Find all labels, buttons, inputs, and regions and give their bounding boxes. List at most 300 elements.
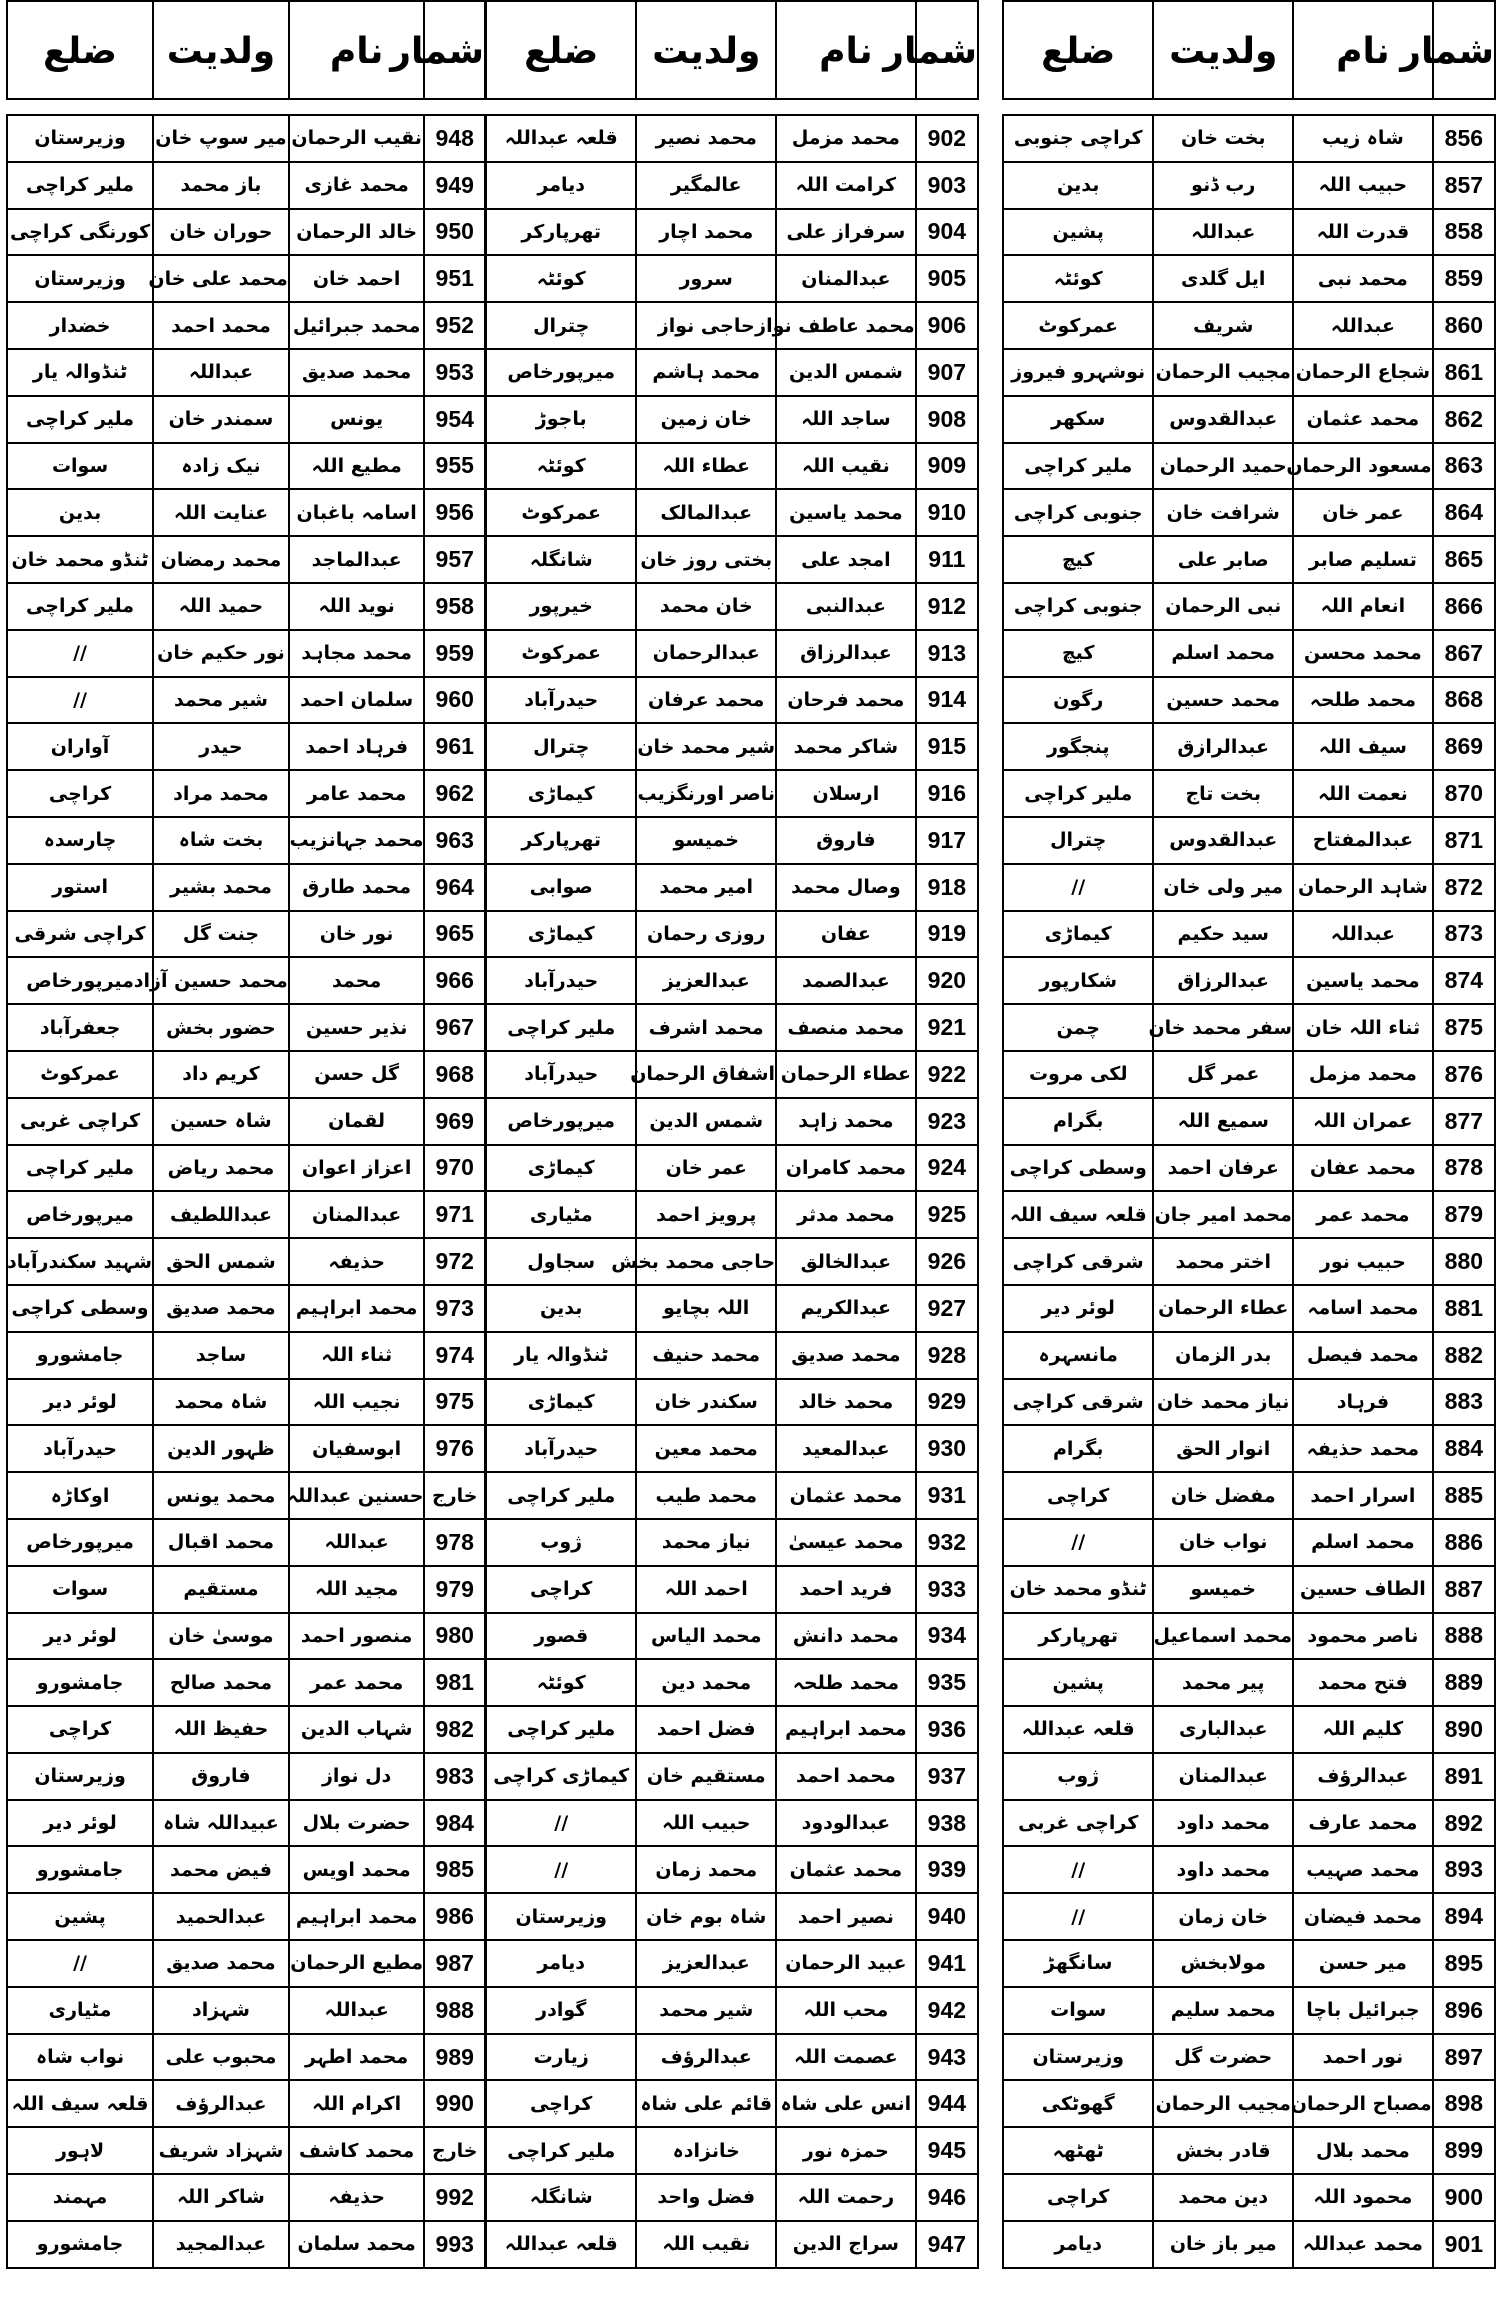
district-cell <box>7 2221 153 2268</box>
name-cell-text: عبداللہ <box>1330 922 1395 945</box>
serial-cell-text: خارج <box>432 2139 478 2162</box>
father-cell-text: عبدالمجید <box>175 2233 267 2256</box>
table-row <box>486 1893 978 1940</box>
district-cell <box>7 1706 153 1753</box>
district-cell <box>7 911 153 958</box>
father-cell-text: میر ولی خان <box>1163 876 1284 899</box>
serial-cell-text: 862 <box>1444 405 1484 432</box>
name-cell-text: محمد عفان <box>1309 1156 1416 1179</box>
father-cell <box>1153 911 1293 958</box>
father-cell <box>636 817 776 864</box>
name-cell <box>1293 1753 1433 1800</box>
district-cell-text: چترال <box>1050 829 1107 852</box>
table-row <box>1003 1379 1495 1426</box>
table-row <box>7 1472 485 1519</box>
table-row <box>486 1191 978 1238</box>
father-cell <box>153 1285 289 1332</box>
district-cell <box>486 162 636 209</box>
table-row <box>7 1893 485 1940</box>
name-cell-text: محمد طارق <box>302 876 411 899</box>
father-cell <box>153 1004 289 1051</box>
header-row <box>7 1 485 99</box>
district-cell <box>1003 1238 1153 1285</box>
name-cell <box>1293 1332 1433 1379</box>
father-cell <box>1153 2127 1293 2174</box>
spacer-cell <box>7 99 153 115</box>
table-row <box>7 489 485 536</box>
district-cell <box>7 209 153 256</box>
name-cell <box>776 1800 916 1847</box>
serial-cell-text: 943 <box>927 2043 967 2070</box>
table-row <box>7 1753 485 1800</box>
serial-cell-text: 933 <box>927 1575 967 1602</box>
name-cell-text: محمد غازی <box>304 174 409 197</box>
name-cell <box>776 1566 916 1613</box>
serial-cell-text: 950 <box>435 218 474 245</box>
name-cell <box>289 1332 425 1379</box>
serial-cell-text: 963 <box>435 826 474 853</box>
name-cell <box>289 817 425 864</box>
father-cell <box>636 1706 776 1753</box>
serial-cell-text: 954 <box>435 405 474 432</box>
father-cell <box>636 957 776 1004</box>
name-cell <box>289 536 425 583</box>
father-cell-text: باز محمد <box>180 174 262 197</box>
serial-cell-text: 984 <box>435 1809 474 1836</box>
district-cell-text: جعفرآباد <box>39 1016 121 1039</box>
serial-cell-text: 962 <box>435 780 474 807</box>
name-cell-text: رحمت اللہ <box>797 2186 895 2209</box>
name-cell-text: محمد عارف <box>1308 1812 1418 1835</box>
father-cell <box>153 536 289 583</box>
district-cell-text: کراچی شرقی <box>14 922 146 945</box>
district-cell <box>7 1753 153 1800</box>
table-row <box>7 1238 485 1285</box>
roster-table-1 <box>1002 0 1496 2269</box>
father-cell <box>153 1940 289 1987</box>
name-cell <box>776 864 916 911</box>
name-cell <box>1293 957 1433 1004</box>
father-cell-text: خان زمین <box>660 408 752 431</box>
father-cell-text: دین محمد <box>1178 2186 1269 2209</box>
name-cell-text: عمر خان <box>1322 501 1404 524</box>
district-cell-text: کیماڑی <box>527 1390 595 1413</box>
name-cell <box>289 2034 425 2081</box>
name-cell <box>1293 255 1433 302</box>
father-cell <box>636 443 776 490</box>
serial-cell-text: 941 <box>927 1949 967 1976</box>
father-cell-text: خانزادہ <box>672 2139 740 2162</box>
name-cell <box>776 443 916 490</box>
father-cell <box>636 2080 776 2127</box>
name-cell <box>289 1613 425 1660</box>
district-cell <box>1003 1753 1153 1800</box>
name-cell <box>289 1659 425 1706</box>
father-cell-text: احمد اللہ <box>664 1578 748 1601</box>
table-row <box>486 723 978 770</box>
header-serial <box>390 1 485 99</box>
serial-cell <box>916 1472 978 1519</box>
name-cell-text: حضرت بلال <box>302 1812 411 1835</box>
serial-cell <box>916 1846 978 1893</box>
father-cell <box>1153 489 1293 536</box>
serial-cell <box>424 443 485 490</box>
spacer-cell <box>289 99 425 115</box>
district-cell-text: میرپورخاص <box>507 1110 616 1133</box>
father-cell-text: روزی رحمان <box>647 922 766 945</box>
name-cell-text: محمد فیضان <box>1303 1905 1422 1928</box>
district-cell-text: ملیر کراچی <box>507 1718 616 1741</box>
roster-table-3 <box>6 0 486 2269</box>
serial-cell-text: 929 <box>927 1388 967 1415</box>
father-cell-text: عبداللہ <box>188 361 254 384</box>
name-cell-text: عبدالماجد <box>311 548 402 571</box>
district-cell <box>7 957 153 1004</box>
father-cell-text: شاہ محمد <box>174 1390 268 1413</box>
father-cell-text: بخت شاہ <box>178 829 264 852</box>
district-cell <box>7 1332 153 1379</box>
district-cell <box>486 1145 636 1192</box>
district-cell <box>7 2080 153 2127</box>
name-cell <box>1293 536 1433 583</box>
name-cell-text: محمد کامران <box>785 1156 907 1179</box>
father-cell <box>153 2034 289 2081</box>
serial-cell-text: 946 <box>927 2183 967 2210</box>
table-row <box>486 396 978 443</box>
name-cell-text: عمران اللہ <box>1313 1110 1413 1133</box>
father-cell-text: محمد نصیر <box>655 127 757 150</box>
serial-cell <box>916 209 978 256</box>
name-cell-text: عبدالمعید <box>802 1437 890 1460</box>
name-cell <box>1293 1191 1433 1238</box>
serial-cell <box>1433 1332 1495 1379</box>
district-cell <box>7 2034 153 2081</box>
father-cell <box>636 1145 776 1192</box>
father-cell <box>1153 957 1293 1004</box>
serial-cell <box>916 443 978 490</box>
serial-cell-text: 903 <box>927 171 967 198</box>
name-cell-text: محمد بلال <box>1315 2139 1410 2162</box>
name-cell <box>289 443 425 490</box>
district-cell-text: لوئر دیر <box>43 1812 117 1835</box>
father-cell-text: ساجد <box>195 1344 247 1367</box>
table-row <box>1003 770 1495 817</box>
father-cell <box>1153 1706 1293 1753</box>
name-cell-text: محمد محسن <box>1304 642 1422 665</box>
name-cell-text: حذیفہ <box>328 1250 385 1273</box>
father-cell-text: محمد بشیر <box>170 876 272 899</box>
table-row <box>486 583 978 630</box>
table-row <box>1003 1940 1495 1987</box>
district-cell-text: اوکاڑہ <box>50 1484 110 1507</box>
district-cell <box>486 489 636 536</box>
table-row <box>1003 1098 1495 1145</box>
table-row <box>7 349 485 396</box>
header-name-text: نام <box>1336 31 1390 72</box>
table-row <box>7 1332 485 1379</box>
district-cell <box>1003 349 1153 396</box>
serial-cell <box>916 1051 978 1098</box>
district-cell <box>7 1098 153 1145</box>
district-cell <box>1003 1613 1153 1660</box>
father-cell-text: شہزاد <box>192 1999 250 2022</box>
district-cell-text: قلعہ عبداللہ <box>1021 1718 1135 1741</box>
header-row <box>486 1 978 99</box>
serial-cell-text: 863 <box>1444 452 1484 479</box>
name-cell-text: ارسلان <box>812 782 880 805</box>
father-cell <box>1153 302 1293 349</box>
name-cell <box>289 1987 425 2034</box>
serial-cell <box>1433 1940 1495 1987</box>
district-cell-text: ملیر کراچی <box>26 1156 135 1179</box>
serial-cell-text: 938 <box>927 1809 967 1836</box>
serial-cell-text: 884 <box>1444 1435 1484 1462</box>
serial-cell <box>916 1332 978 1379</box>
serial-cell-text: 992 <box>435 2183 474 2210</box>
district-cell-text: تھرپارکر <box>521 220 601 243</box>
father-cell-text: شیر محمد <box>659 1999 754 2022</box>
district-cell <box>1003 957 1153 1004</box>
father-cell <box>1153 2080 1293 2127</box>
father-cell <box>636 2174 776 2221</box>
name-cell <box>1293 2034 1433 2081</box>
father-cell <box>636 396 776 443</box>
district-cell-text: کراچی غربی <box>20 1110 141 1133</box>
district-cell <box>486 1893 636 1940</box>
district-cell <box>1003 2174 1153 2221</box>
name-cell-text: میر حسن <box>1318 1952 1407 1975</box>
serial-cell-text: 993 <box>435 2230 474 2257</box>
serial-cell-text: 955 <box>435 452 474 479</box>
father-cell <box>636 770 776 817</box>
district-cell <box>486 2127 636 2174</box>
district-cell-text: وزیرستان <box>515 1905 607 1928</box>
table-row <box>486 1332 978 1379</box>
father-cell-text: خمیسو <box>673 829 739 852</box>
name-cell <box>776 1191 916 1238</box>
father-cell-text: عبیداللہ شاہ <box>163 1812 279 1835</box>
name-cell-text: محمد جہانزیب <box>289 829 424 852</box>
table-row <box>1003 489 1495 536</box>
district-cell <box>1003 115 1153 162</box>
serial-cell-text: 879 <box>1444 1201 1484 1228</box>
serial-cell <box>1433 817 1495 864</box>
serial-cell-text: 960 <box>435 686 474 713</box>
table-row <box>1003 2174 1495 2221</box>
district-cell <box>1003 911 1153 958</box>
spacer-cell <box>153 99 289 115</box>
district-cell-text: وزیرستان <box>1032 2046 1124 2069</box>
name-cell-text: نذیر حسین <box>305 1016 408 1039</box>
table-row <box>486 2034 978 2081</box>
name-cell-text: محمد عثمان <box>1306 408 1420 431</box>
name-cell <box>289 115 425 162</box>
name-cell-text: محمد صدیق <box>301 361 412 384</box>
district-cell-text: پشین <box>1052 220 1104 243</box>
district-cell-text: جامشورو <box>36 1858 124 1881</box>
name-cell <box>776 770 916 817</box>
father-cell <box>636 1659 776 1706</box>
name-cell-text: عبدالمنان <box>312 1203 402 1226</box>
father-cell <box>1153 1566 1293 1613</box>
name-cell <box>289 2080 425 2127</box>
header-district-text: ضلع <box>524 31 599 72</box>
name-cell <box>289 1098 425 1145</box>
table-row <box>1003 1566 1495 1613</box>
header-father-text: ولدیت <box>166 31 276 72</box>
table-row <box>7 1940 485 1987</box>
name-cell-text: نور خان <box>319 922 394 945</box>
serial-cell-text: 976 <box>435 1435 474 1462</box>
district-cell <box>486 817 636 864</box>
serial-cell-text: 868 <box>1444 686 1484 713</box>
spacer-cell <box>916 99 978 115</box>
father-cell <box>636 1613 776 1660</box>
serial-cell <box>424 489 485 536</box>
name-cell <box>776 162 916 209</box>
serial-cell <box>424 1191 485 1238</box>
district-cell <box>486 2174 636 2221</box>
serial-cell <box>424 817 485 864</box>
father-cell-text: حضور بخش <box>166 1016 276 1039</box>
table-row <box>7 115 485 162</box>
district-cell <box>486 1191 636 1238</box>
serial-cell <box>1433 1238 1495 1285</box>
name-cell-text: عصمت اللہ <box>794 2046 898 2069</box>
table-row <box>1003 1846 1495 1893</box>
serial-cell-text: 874 <box>1444 967 1484 994</box>
name-cell <box>1293 1706 1433 1753</box>
serial-cell <box>424 162 485 209</box>
serial-cell <box>916 770 978 817</box>
serial-cell <box>424 1332 485 1379</box>
serial-cell <box>916 1893 978 1940</box>
name-cell <box>1293 162 1433 209</box>
name-cell-text: محمد فیصل <box>1307 1344 1419 1367</box>
father-cell-text: نیاز محمد خان <box>1157 1390 1290 1413</box>
name-cell-text: انعام اللہ <box>1320 595 1406 618</box>
father-cell-text: عبداللہ <box>1191 220 1256 243</box>
table-row <box>486 1987 978 2034</box>
district-cell <box>486 1940 636 1987</box>
father-cell-text: صابر علی <box>1177 548 1269 571</box>
father-cell-text: حضرت گل <box>1174 2046 1273 2069</box>
father-cell-text: مجیب الرحمان <box>1155 2092 1291 2115</box>
name-cell-text: نقیب اللہ <box>801 454 890 477</box>
name-cell <box>776 1753 916 1800</box>
name-cell <box>776 1659 916 1706</box>
serial-cell-text: 856 <box>1444 124 1484 151</box>
table-row <box>7 209 485 256</box>
district-cell <box>486 1051 636 1098</box>
father-cell <box>153 1893 289 1940</box>
district-cell-text: // <box>73 1952 87 1975</box>
district-cell-text: چارسدہ <box>43 829 117 852</box>
district-cell-text: سکھر <box>1051 408 1106 431</box>
table-row <box>7 1051 485 1098</box>
table-row <box>7 911 485 958</box>
father-cell <box>1153 1379 1293 1426</box>
district-cell-text: جامشورو <box>36 1671 124 1694</box>
name-cell <box>1293 1659 1433 1706</box>
father-cell <box>1153 396 1293 443</box>
father-cell <box>1153 583 1293 630</box>
table-row <box>7 1613 485 1660</box>
serial-cell <box>916 1379 978 1426</box>
serial-cell <box>1433 536 1495 583</box>
serial-cell-text: 864 <box>1444 499 1484 526</box>
district-cell-text: وسطی کراچی <box>1009 1156 1147 1179</box>
serial-cell <box>916 1519 978 1566</box>
name-cell <box>776 209 916 256</box>
district-cell-text: استور <box>52 876 108 899</box>
name-cell-text: کرامت اللہ <box>795 174 897 197</box>
father-cell <box>153 1238 289 1285</box>
district-cell <box>7 2127 153 2174</box>
father-cell-text: محمد حنیف <box>652 1344 761 1367</box>
serial-cell <box>916 1191 978 1238</box>
name-cell <box>289 1379 425 1426</box>
table-row <box>1003 817 1495 864</box>
district-cell-text: عمرکوٹ <box>521 501 601 524</box>
district-cell-text: کوئٹہ <box>536 1671 586 1694</box>
serial-cell-text: 894 <box>1444 1903 1484 1930</box>
district-cell-text: گھوٹکی <box>1041 2092 1115 2115</box>
table-row <box>486 2174 978 2221</box>
name-cell <box>1293 1238 1433 1285</box>
name-cell <box>776 911 916 958</box>
father-cell <box>1153 1659 1293 1706</box>
serial-cell <box>916 1566 978 1613</box>
district-cell-text: خیرپور <box>529 595 593 618</box>
father-cell-text: محمد اچار <box>659 220 754 243</box>
name-cell-text: سلمان احمد <box>300 688 414 711</box>
district-cell <box>486 723 636 770</box>
name-cell <box>1293 677 1433 724</box>
district-cell <box>486 1332 636 1379</box>
name-cell-text: انس علی شاہ <box>780 2092 912 2115</box>
father-cell-text: شاہ بوم خان <box>646 1905 767 1928</box>
serial-cell-text: 918 <box>927 873 967 900</box>
serial-cell <box>1433 1613 1495 1660</box>
district-cell <box>486 1753 636 1800</box>
district-cell <box>486 1379 636 1426</box>
district-cell <box>7 1238 153 1285</box>
serial-cell-text: 876 <box>1444 1060 1484 1087</box>
father-cell <box>636 1893 776 1940</box>
father-cell <box>1153 1800 1293 1847</box>
table-row <box>1003 677 1495 724</box>
name-cell <box>776 1472 916 1519</box>
district-cell <box>1003 1004 1153 1051</box>
name-cell <box>1293 1519 1433 1566</box>
name-cell <box>776 2221 916 2268</box>
father-cell-text: عبدالرازق <box>1177 735 1270 758</box>
serial-cell-text: 900 <box>1444 2183 1484 2210</box>
serial-cell-text: 908 <box>927 405 967 432</box>
table-row <box>7 302 485 349</box>
district-cell <box>486 911 636 958</box>
serial-cell-text: 966 <box>435 967 474 994</box>
father-cell <box>1153 536 1293 583</box>
district-cell <box>1003 677 1153 724</box>
serial-cell-text: 989 <box>435 2043 474 2070</box>
district-cell-text: کراچی <box>1047 1484 1110 1507</box>
father-cell-text: شاکر اللہ <box>177 2186 265 2209</box>
header-serial-text: شمار <box>883 31 977 72</box>
name-cell-text: محمد طلحہ <box>792 1671 900 1694</box>
serial-cell-text: 981 <box>435 1669 474 1696</box>
